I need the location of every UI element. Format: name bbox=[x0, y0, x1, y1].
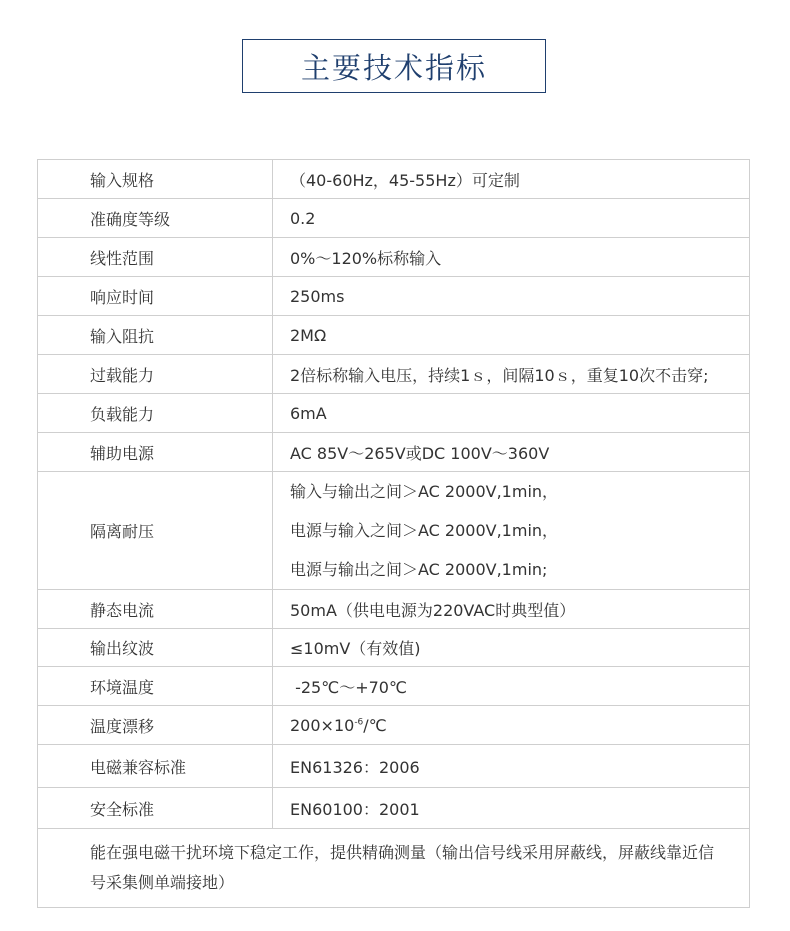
table-row bbox=[38, 394, 750, 433]
note-text: 能在强电磁干扰环境下稳定工作，提供精确测量（输出信号线采用屏蔽线，屏蔽线靠近信号采集侧单端接地） bbox=[38, 829, 750, 908]
table-row bbox=[38, 706, 750, 745]
row-value: 2倍标称输入电压，持续1ｓ，间隔10ｓ，重复10次不击穿; bbox=[273, 355, 750, 394]
row-label: 辅助电源 bbox=[38, 433, 273, 472]
table-row bbox=[38, 238, 750, 277]
table-row bbox=[38, 745, 750, 788]
table-row bbox=[38, 629, 750, 667]
value-exponent: -6 bbox=[354, 717, 364, 728]
row-value: 6mA bbox=[273, 394, 750, 433]
row-value: 0.2 bbox=[273, 199, 750, 238]
row-value: 2MΩ bbox=[273, 316, 750, 355]
value-suffix: /℃ bbox=[363, 715, 387, 735]
row-label: 安全标准 bbox=[38, 788, 273, 829]
row-value: -25℃～+70℃ bbox=[273, 667, 750, 706]
row-value: 250ms bbox=[273, 277, 750, 316]
section-title-box bbox=[242, 39, 546, 93]
table-row bbox=[38, 199, 750, 238]
row-label: 负载能力 bbox=[38, 394, 273, 433]
table-row bbox=[38, 472, 750, 590]
row-label: 电磁兼容标准 bbox=[38, 745, 273, 788]
row-value: ≤10mV（有效值) bbox=[273, 629, 750, 667]
table-row bbox=[38, 829, 750, 908]
table-row bbox=[38, 788, 750, 829]
row-value: EN61326：2006 bbox=[273, 745, 750, 788]
row-value: 50mA（供电电源为220VAC时典型值） bbox=[273, 590, 750, 629]
row-label: 准确度等级 bbox=[38, 199, 273, 238]
row-label: 输出纹波 bbox=[38, 629, 273, 667]
table-row bbox=[38, 316, 750, 355]
spec-table bbox=[37, 159, 750, 908]
row-value-line: 输入与输出之间＞AC 2000V,1min， bbox=[290, 482, 559, 501]
row-value: AC 85V～265V或DC 100V～360V bbox=[273, 433, 750, 472]
table-row bbox=[38, 277, 750, 316]
row-value: EN60100：2001 bbox=[273, 788, 750, 829]
row-label: 静态电流 bbox=[38, 590, 273, 629]
value-prefix: 200×10 bbox=[290, 715, 355, 735]
table-row bbox=[38, 590, 750, 629]
row-label: 输入规格 bbox=[38, 160, 273, 199]
table-row bbox=[38, 160, 750, 199]
section-title: 主要技术指标 bbox=[300, 50, 487, 85]
row-label: 隔离耐压 bbox=[38, 472, 273, 590]
row-value bbox=[273, 706, 750, 745]
row-label: 响应时间 bbox=[38, 277, 273, 316]
row-value: 0%～120%标称输入 bbox=[273, 238, 750, 277]
table-row bbox=[38, 355, 750, 394]
row-label: 输入阻抗 bbox=[38, 316, 273, 355]
table-row bbox=[38, 667, 750, 706]
row-value-line: 电源与输出之间＞AC 2000V,1min; bbox=[290, 560, 548, 579]
row-value-line: 电源与输入之间＞AC 2000V,1min， bbox=[290, 521, 559, 540]
row-label: 温度漂移 bbox=[38, 706, 273, 745]
row-label: 过载能力 bbox=[38, 355, 273, 394]
row-label: 线性范围 bbox=[38, 238, 273, 277]
row-label: 环境温度 bbox=[38, 667, 273, 706]
row-value-multiline bbox=[273, 472, 750, 590]
table-row bbox=[38, 433, 750, 472]
row-value: （40-60Hz，45-55Hz）可定制 bbox=[273, 160, 750, 199]
